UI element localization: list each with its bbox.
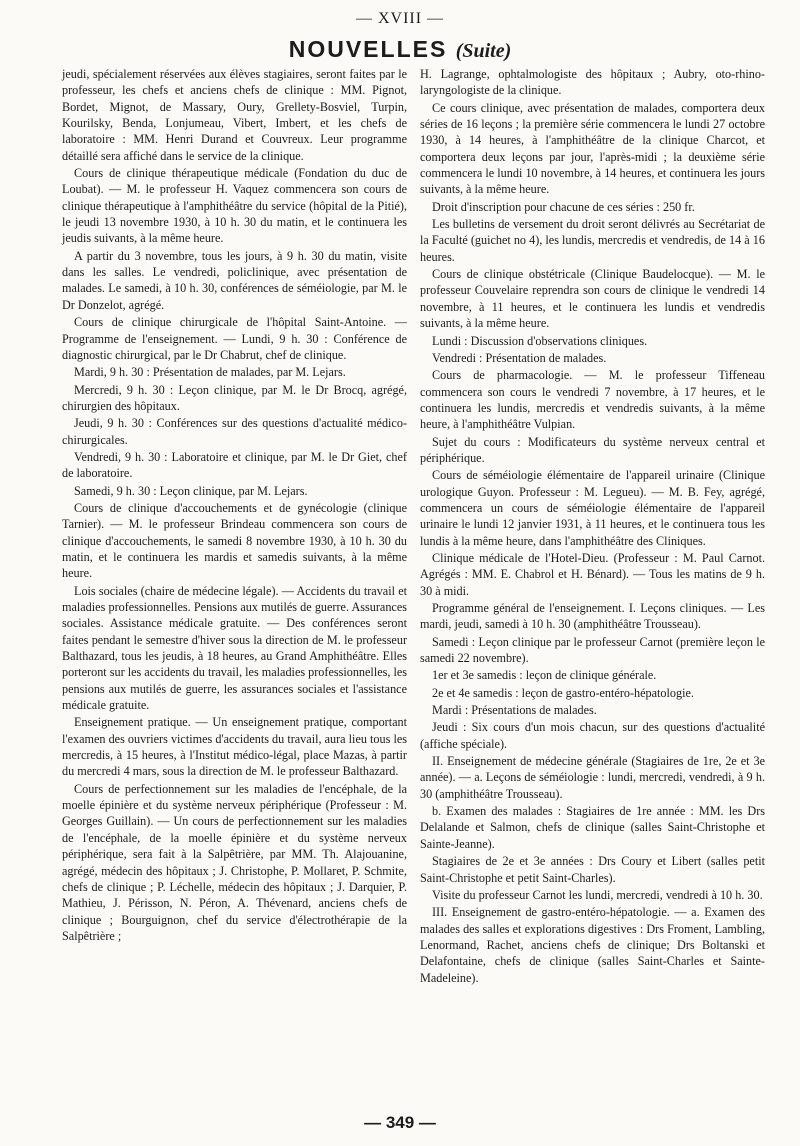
paragraph: Jeudi : Six cours d'un mois chacun, sur des questions d'actualité (affiche spéciale). [420,720,765,751]
paragraph: Samedi : Leçon clinique par le professeur Carnot (première leçon le samedi 22 novembre). [420,634,765,666]
paragraph: Cours de pharmacologie. — M. le professeur Tiffeneau commencera son cours le vendredi 7 novembre, à 17 heures, et le continuera les lundis, mercredis et vendredis suivants, à la même heure, à l'amphithéâtre Vulpian. [420,368,765,432]
paragraph: Ce cours clinique, avec présentation de malades, comportera deux séries de 16 leçons ; la première série commencera le lundi 27 octobre 1930, à 14 heures, à l'amphithéâtre de la clinique Charcot, et comportera deux leçons par jour, l'après-midi ; la deuxième série commencera le lundi 10 novembre, à 14 heures, et continuera les jours suivants, à la même heure. [420,100,765,197]
roman-page-number: — XVIII — [355,10,445,27]
paragraph: Visite du professeur Carnot les lundi, mercredi, vendredi à 10 h. 30. [432,887,763,902]
paragraph: Samedi, 9 h. 30 : Leçon clinique, par M. Lejars. [74,483,308,498]
paragraph: b. Examen des malades : Stagiaires de 1re année : MM. les Drs Delalande et Salmon, chefs de clinique (salles Saint-Christophe et Sainte-Jeanne). [420,804,765,851]
paragraph: Vendredi, 9 h. 30 : Laboratoire et clinique, par M. le Dr Giet, chef de laboratoire. [62,449,407,481]
page-number: — 349 — [364,1113,436,1132]
paragraph: Cours de clinique obstétricale (Clinique Baudelocque). — M. le professeur Couvelaire reprendra son cours de clinique le vendredi 14 novembre, à 11 heures, et le continuera les lundis et vendredis suivants, à la même heure. [420,267,765,331]
paragraph: Programme général de l'enseignement. I. Leçons cliniques. — Les mardi, jeudi, samedi à 10 h. 30 (amphithéâtre Trousseau). [420,601,765,632]
paragraph: Sujet du cours : Modificateurs du système nerveux central et périphérique. [420,434,765,465]
paragraph: Cours de clinique thérapeutique médicale (Fondation du duc de Loubat). — M. le professeur H. Vaquez commencera son cours de clinique thérapeutique à l'amphithéâtre du service (hôpital de la Pitié), le jeudi 13 novembre 1930, à 10 h. 30 du matin, et le continuera les jeudis suivants, à la même heure. [62,166,407,246]
section-heading [0,36,800,63]
paragraph: Enseignement pratique. — Un enseignement pratique, comportant l'examen des ouvriers victimes d'accidents du travail, aura lieu tous les mercredis, à 15 heures, à l'Institut médico-légal, place Mazas, à partir du mercredi 4 mars, sous la direction de M. le professeur Balthazard. [62,715,407,779]
paragraph: 1er et 3e samedis : leçon de clinique générale. [432,668,657,683]
paragraph: II. Enseignement de médecine générale (Stagiaires de 1re, 2e et 3e année). — a. Leçons de séméiologie : lundi, mercredi, vendredi, à 9 h. 30 (amphithéâtre Trousseau). [420,754,765,801]
paragraph: 2e et 4e samedis : leçon de gastro-entéro-hépatologie. [432,685,694,700]
section-title: NOUVELLES [288,36,448,62]
paragraph: Cours de clinique chirurgicale de l'hôpital Saint-Antoine. — Programme de l'enseignement. — Lundi, 9 h. 30 : Conférence de diagnostic chirurgical, par le Dr Chabrut, chef de clinique. [62,315,407,362]
paragraph: Jeudi, 9 h. 30 : Conférences sur des questions d'actualité médico-chirurgicales. [62,416,407,447]
paragraph: Clinique médicale de l'Hotel-Dieu. (Professeur : M. Paul Carnot. Agrégés : MM. E. Chabrol et H. Bénard). — Tous les matins de 9 h. 30 à midi. [420,550,765,598]
right-column [420,66,765,986]
section-suite: (Suite) [455,40,512,62]
paragraph: Cours de clinique d'accouchements et de gynécologie (clinique Tarnier). — M. le professeur Brindeau commencera son cours de clinique d'accouchements, le samedi 8 novembre 1930, à 10 h. 30 du matin, et le continuera les mardis et samedis suivants, à la même heure. [62,500,407,581]
paragraph: III. Enseignement de gastro-entéro-hépatologie. — a. Examen des malades des salles et explorations digestives : Drs Froment, Lambling, Lenormand, Rachet, anciens chefs de clinique; Drs Boltanski et Delafontaine, chefs de clinique (salles Saint-Charles et Sainte-Madeleine). [420,905,765,985]
paragraph: H. Lagrange, ophtalmologiste des hôpitaux ; Aubry, oto-rhino-laryngologiste de la clinique. [420,67,765,98]
paragraph: Cours de perfectionnement sur les maladies de l'encéphale, de la moelle épinière et du système nerveux périphérique (Professeur : M. Georges Guillain). — Un cours de perfectionnement sur les maladies de l'encéphale, de la moelle épinière et du système nerveux périphérique, sera fait à la Salpêtrière, par MM. Th. Alajouanine, agrégé, médecin des hôpitaux ; J. Christophe, P. Mollaret, P. Schmite, chefs de clinique ; P. Léchelle, médecin des hôpitaux ; J. Darquier, P. Mathieu, J. Périsson, N. Péron, A. Thévenard, anciens chefs de clinique ; Bourguignon, chef du service d'électrothérapie de la Salpêtrière ; [62,781,407,943]
paragraph: Droit d'inscription pour chacune de ces séries : 250 fr. [432,199,695,214]
paragraph: Stagiaires de 2e et 3e années : Drs Coury et Libert (salles petit Saint-Christophe et petit Saint-Charles). [420,854,765,885]
paragraph: Mardi, 9 h. 30 : Présentation de malades, par M. Lejars. [74,365,346,380]
paragraph: Mercredi, 9 h. 30 : Leçon clinique, par M. le Dr Brocq, agrégé, chirurgien des hôpitaux. [62,382,407,413]
paragraph: Mardi : Présentations de malades. [432,703,597,718]
paragraph: A partir du 3 novembre, tous les jours, à 9 h. 30 du matin, visite dans les salles. Le vendredi, policlinique, avec présentation de malades. Le samedi, à 10 h. 30, conférences de séméiologie, par M. le Dr Donzelot, agrégé. [62,248,407,312]
paragraph: Les bulletins de versement du droit seront délivrés au Secrétariat de la Faculté (guichet no 4), les lundis, mercredis et vendredis, de 14 à 16 heures. [420,217,765,264]
paragraph: jeudi, spécialement réservées aux élèves stagiaires, seront faites par le professeur, les chefs et anciens chefs de clinique : MM. Pignot, Bordet, Mignot, de Massary, Oury, Grellety-Bosviel, Turpin, Kourilsky, Benda, Lonjumeau, Vibert, Imbert, et les chefs de laboratoire : MM. Henri Durand et Couvreux. Leur programme détaillé sera affiché dans le service de la clinique. [62,67,407,163]
left-column [62,66,407,944]
paragraph: Vendredi : Présentation de malades. [432,350,607,365]
paragraph: Cours de séméiologie élémentaire de l'appareil urinaire (Clinique urologique Guyon. Professeur : M. Legueu). — M. B. Fey, agrégé, commencera un cours de séméiologie élémentaire de l'appareil urinaire le lundi 12 janvier 1931, à 11 heures, et le continuera tous les lundis à la même heure, dans l'amphithéâtre des Cliniques. [420,468,765,548]
paragraph: Lundi : Discussion d'observations cliniques. [432,333,648,348]
paragraph: Lois sociales (chaire de médecine légale). — Accidents du travail et maladies professionnelles. Pensions aux mutilés de guerre. Assurances sociales. Assistance médicale gratuite. — Des conférences seront faites pendant le semestre d'hiver sous la direction de M. le professeur Balthazard, tous les jeudis, à 18 heures, au Grand Amphithéâtre. Elles porteront sur les accidents du travail, les maladies professionnelles, les pensions aux mutilés de guerre, les assurances sociales et l'assistance médicale gratuite. [62,583,407,713]
